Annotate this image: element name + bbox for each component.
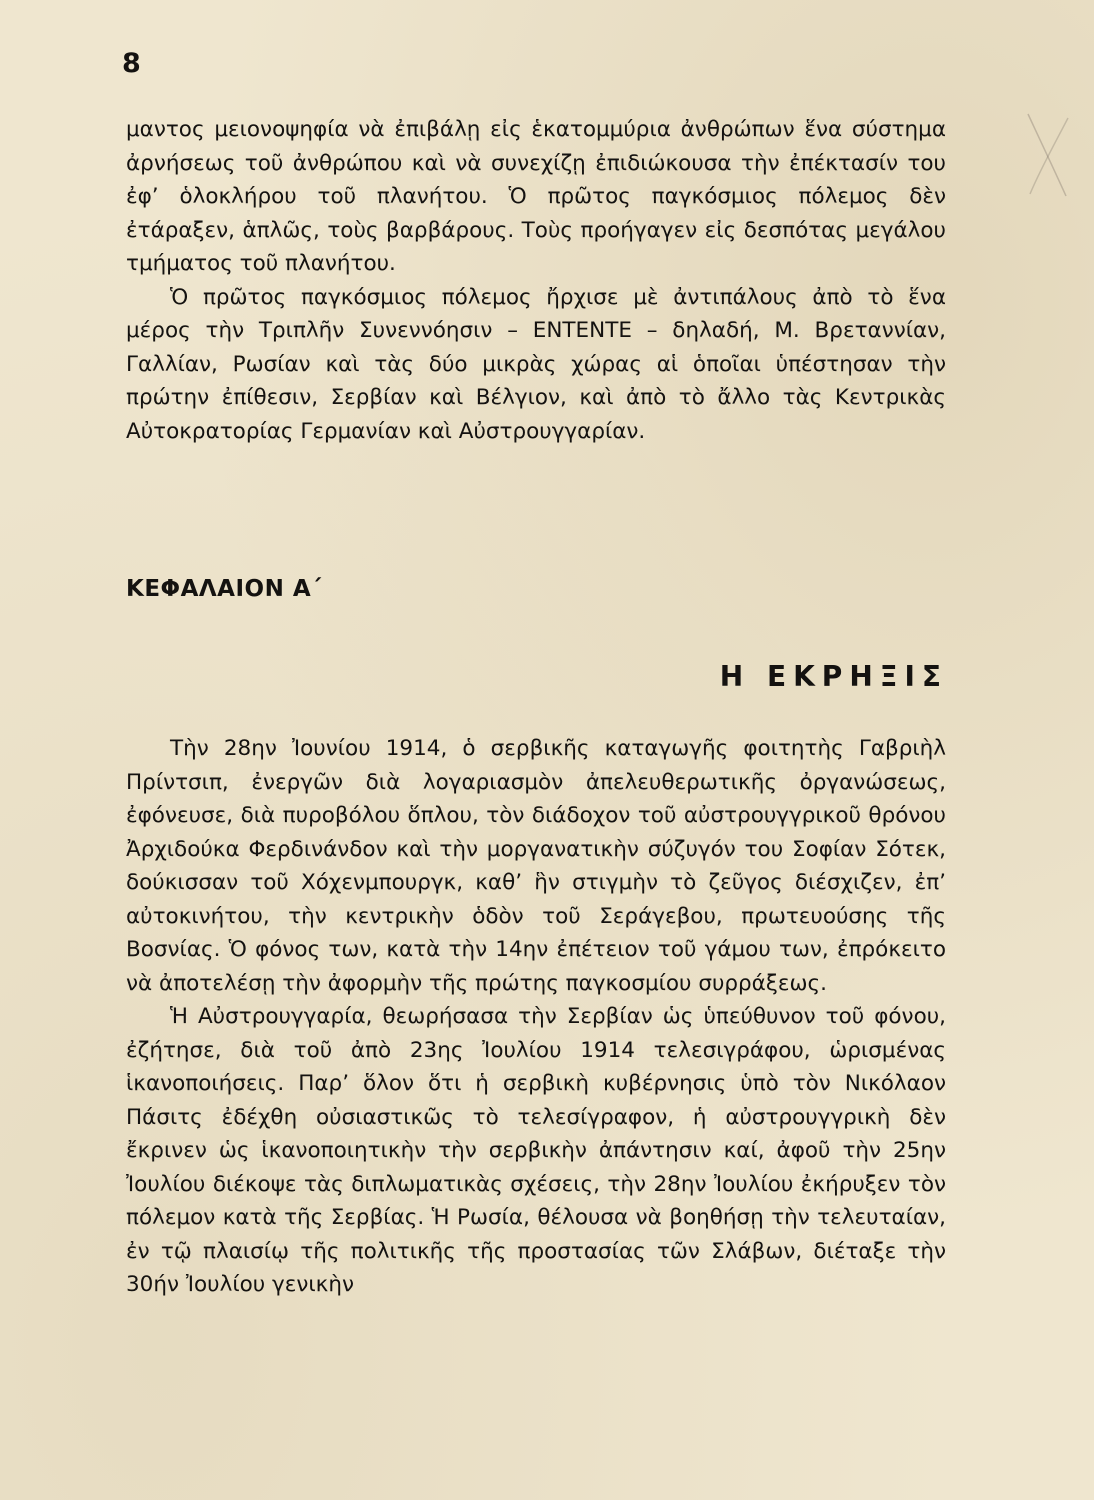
pencil-mark-icon [1022, 110, 1072, 200]
page-number: 8 [122, 48, 141, 79]
paragraph: Τὴν 28ην Ἰουνίου 1914, ὁ σερβικῆς καταγωγῆς φοιτητὴς Γαβριὴλ Πρίντσιπ, ἐνεργῶν διὰ λογαριασμὸν ἀπελευθερωτικῆς ὀργανώσεως, ἐφόνευσε, διὰ πυροβόλου ὅπλου, τὸν διάδοχον τοῦ αὐστρουγγρικοῦ θρόνου Ἀρχιδούκα Φερδινάνδον καὶ τὴν μοργανατικὴν σύζυγόν του Σοφίαν Σότεκ, δούκισσαν τοῦ Χόχενμπουργκ, καθ’ ἣν στιγμὴν τὸ ζεῦγος διέσχιζεν, ἐπ’ αὐτοκινήτου, τὴν κεντρικὴν ὁδὸν τοῦ Σεράγεβου, πρωτευούσης τῆς Βοσνίας. Ὁ φόνος των, κατὰ τὴν 14ην ἐπέτειον τοῦ γάμου των, ἐπρόκειτο νὰ ἀποτελέσῃ τὴν ἀφορμὴν τῆς πρώτης παγκοσμίου συρράξεως. [126, 736, 946, 996]
text-block-top [126, 113, 946, 448]
paragraph: Ὁ πρῶτος παγκόσμιος πόλεμος ἤρχισε μὲ ἀντιπάλους ἀπὸ τὸ ἕνα μέρος τὴν Τριπλῆν Συνεννόησιν – ENTENTE – δηλαδή, Μ. Βρεταννίαν, Γαλλίαν, Ρωσίαν καὶ τὰς δύο μικρὰς χώρας αἱ ὁποῖαι ὑπέστησαν τὴν πρώτην ἐπίθεσιν, Σερβίαν καὶ Βέλγιον, καὶ ἀπὸ τὸ ἄλλο τὰς Κεντρικὰς Αὐτοκρατορίας Γερμανίαν καὶ Αὐστρουγγαρίαν. [126, 284, 946, 444]
chapter-heading: ΚΕΦΑΛΑΙΟΝ Α΄ [126, 576, 322, 602]
paragraph: Ἡ Αὐστρουγγαρία, θεωρήσασα τὴν Σερβίαν ὡς ὑπεύθυνον τοῦ φόνου, ἐζήτησε, διὰ τοῦ ἀπὸ 23ης Ἰουλίου 1914 τελεσιγράφου, ὡρισμένας ἱκανοποιήσεις. Παρ’ ὅλον ὅτι ἡ σερβικὴ κυβέρνησις ὑπὸ τὸν Νικόλαον Πάσιτς ἐδέχθη οὐσιαστικῶς τὸ τελεσίγραφον, ἡ αὐστρουγγρικὴ δὲν ἔκρινεν ὡς ἱκανοποιητικὴν τὴν σερβικὴν ἀπάντησιν καί, ἀφοῦ τὴν 25ην Ἰουλίου διέκοψε τὰς διπλωματικὰς σχέσεις, τὴν 28ην Ἰουλίου ἐκήρυξεν τὸν πόλεμον κατὰ τῆς Σερβίας. Ἡ Ρωσία, θέλουσα νὰ βοηθήσῃ τὴν τελευταίαν, ἐν τῷ πλαισίῳ τῆς πολιτικῆς τῆς προστασίας τῶν Σλάβων, διέταξε τὴν 30ήν Ἰουλίου γενικὴν [126, 1004, 946, 1297]
chapter-title: Η ΕΚΡΗΞΙΣ [719, 660, 948, 693]
paragraph: μαντος μειονοψηφία νὰ ἐπιβάλῃ εἰς ἑκατομμύρια ἀνθρώπων ἕνα σύστημα ἀρνήσεως τοῦ ἀνθρώπου καὶ νὰ συνεχίζῃ ἐπιδιώκουσα τὴν ἐπέκτασίν του ἐφ’ ὁλοκλήρου τοῦ πλανήτου. Ὁ πρῶτος παγκόσμιος πόλεμος δὲν ἐτάραξεν, ἁπλῶς, τοὺς βαρβάρους. Τοὺς προήγαγεν εἰς δεσπότας μεγάλου τμήματος τοῦ πλανήτου. [126, 117, 946, 276]
text-block-bottom [126, 732, 946, 1302]
